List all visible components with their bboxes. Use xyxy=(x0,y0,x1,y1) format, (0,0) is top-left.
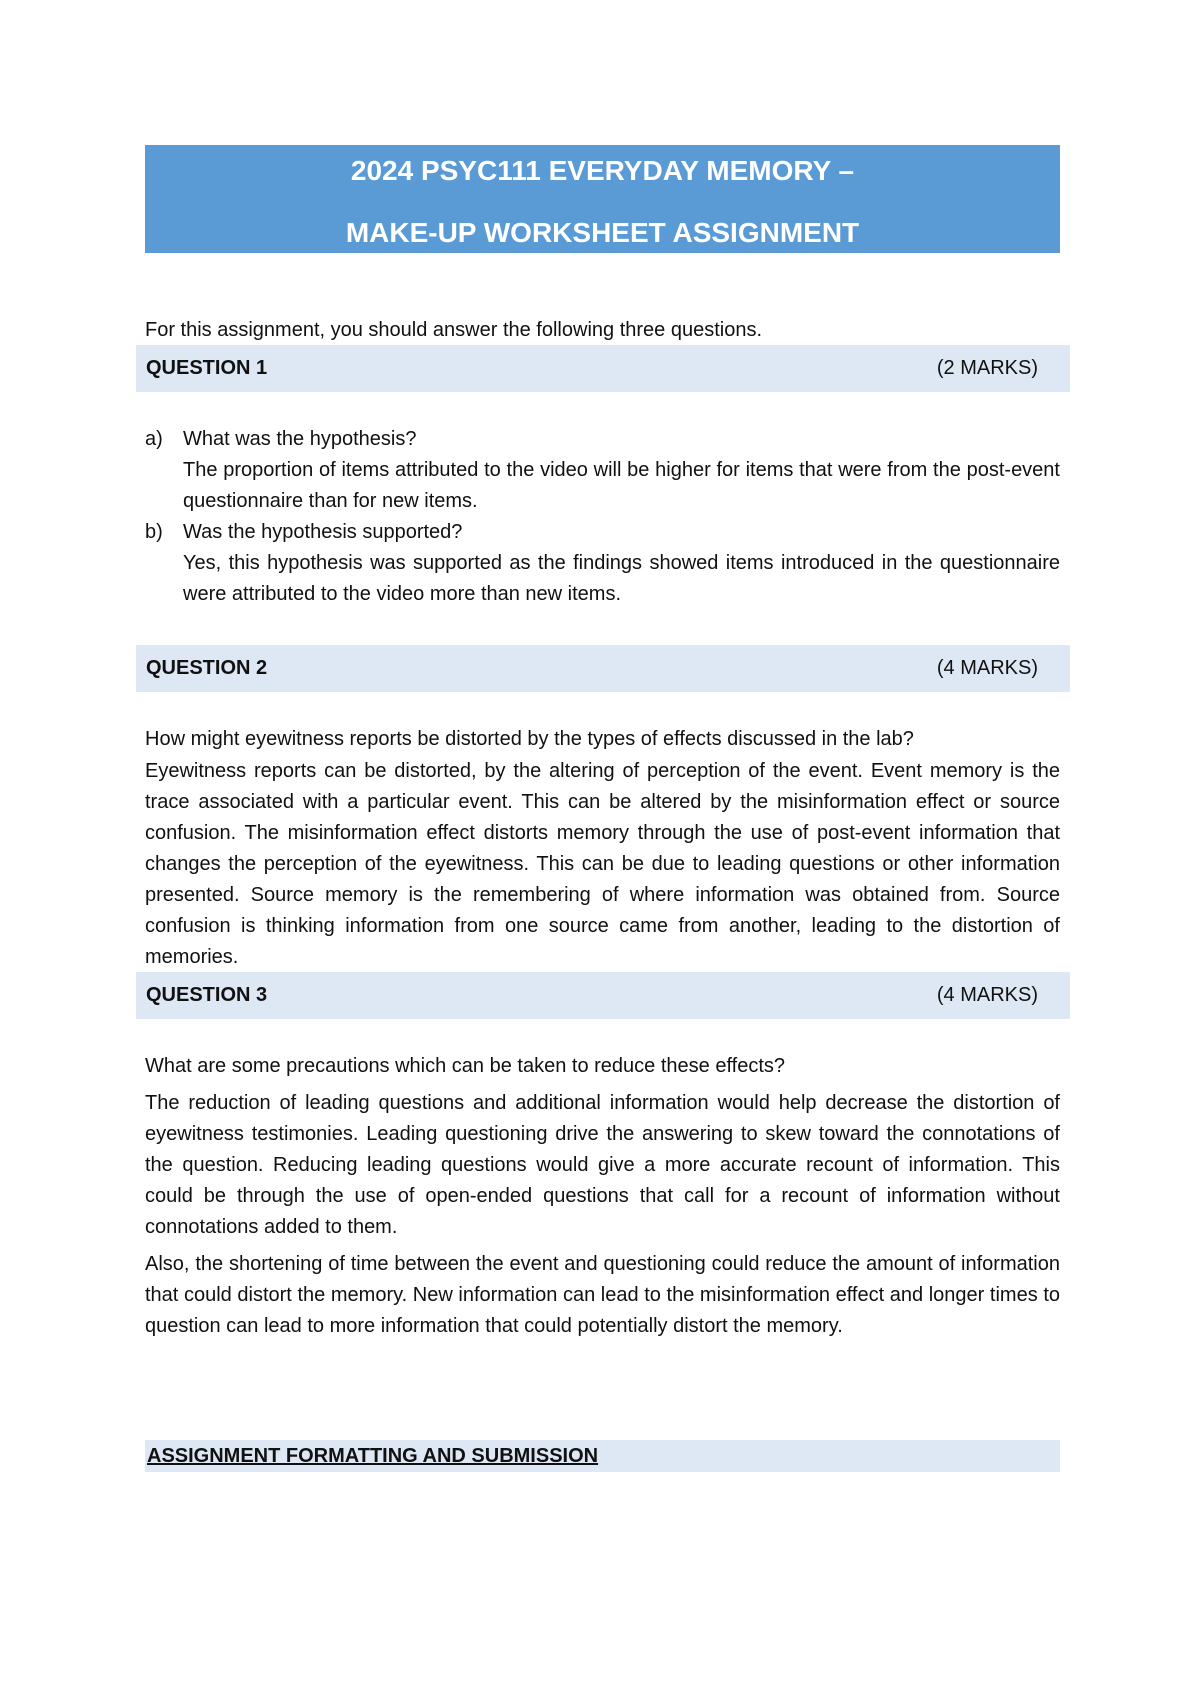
question-2-answer: Eyewitness reports can be distorted, by the altering of perception of the event. Event memory is the trace associated with a particular event. This can be altered by the misinformation effect or source confusion. The misinformation effect distorts memory through the use of post-event information that changes the perception of the eyewitness. This can be due to leading questions or other information presented. Source memory is the remembering of where information was obtained from. Source confusion is thinking information from one source came from another, leading to the distortion of memories. xyxy=(145,760,1060,968)
question-3-answer-paragraph-2: Also, the shortening of time between the event and questioning could reduce the amount of information that could distort the memory. New information can lead to the misinformation effect and longer times to question can lead to more information that could potentially distort the memory. xyxy=(145,1253,1060,1337)
list-marker: b) xyxy=(145,521,163,543)
intro-text: For this assignment, you should answer the following three questions. xyxy=(145,319,763,341)
question-2-title: QUESTION 2 xyxy=(146,657,268,679)
assignment-formatting-heading: ASSIGNMENT FORMATTING AND SUBMISSION xyxy=(145,1440,1060,1472)
question-3-header xyxy=(136,972,1070,1019)
question-1b-answer: Yes, this hypothesis was supported as the findings showed items introduced in the questionnaire were attributed to the video more than new items. xyxy=(183,552,1060,605)
question-1-title: QUESTION 1 xyxy=(146,357,268,379)
question-3-title: QUESTION 3 xyxy=(146,984,268,1006)
question-3-prompt: What are some precautions which can be taken to reduce these effects? xyxy=(145,1055,785,1077)
question-3-body xyxy=(145,1051,1060,1342)
document-title-line-1: 2024 PSYC111 EVERYDAY MEMORY – xyxy=(350,155,855,186)
question-3-marks: (4 MARKS) xyxy=(936,984,1038,1006)
list-item xyxy=(145,517,1060,610)
question-2-prompt: How might eyewitness reports be distorted by the types of effects discussed in the lab? xyxy=(145,728,914,750)
question-3-answer-paragraph-1: The reduction of leading questions and additional information would help decrease the distortion of eyewitness testimonies. Leading questioning drive the answering to skew toward the connotations of the question. Reducing leading questions would give a more accurate recount of information. This could be through the use of open-ended questions that call for a recount of information without connotations added to them. xyxy=(145,1092,1060,1238)
question-1a-text: What was the hypothesis? xyxy=(183,428,417,450)
question-1-marks: (2 MARKS) xyxy=(936,357,1038,379)
question-1-header xyxy=(136,345,1070,392)
list-item xyxy=(145,424,1060,517)
list-marker: a) xyxy=(145,428,163,450)
question-1a-answer: The proportion of items attributed to the video will be higher for items that were from the post-event questionnaire than for new items. xyxy=(183,459,1060,512)
document-title-banner xyxy=(145,145,1060,253)
question-1-items xyxy=(145,424,1060,610)
question-2-header xyxy=(136,645,1070,692)
question-2-marks: (4 MARKS) xyxy=(936,657,1038,679)
document-title-line-2: MAKE-UP WORKSHEET ASSIGNMENT xyxy=(345,217,860,248)
question-1b-text: Was the hypothesis supported? xyxy=(183,521,463,543)
question-2-body xyxy=(145,724,1060,973)
